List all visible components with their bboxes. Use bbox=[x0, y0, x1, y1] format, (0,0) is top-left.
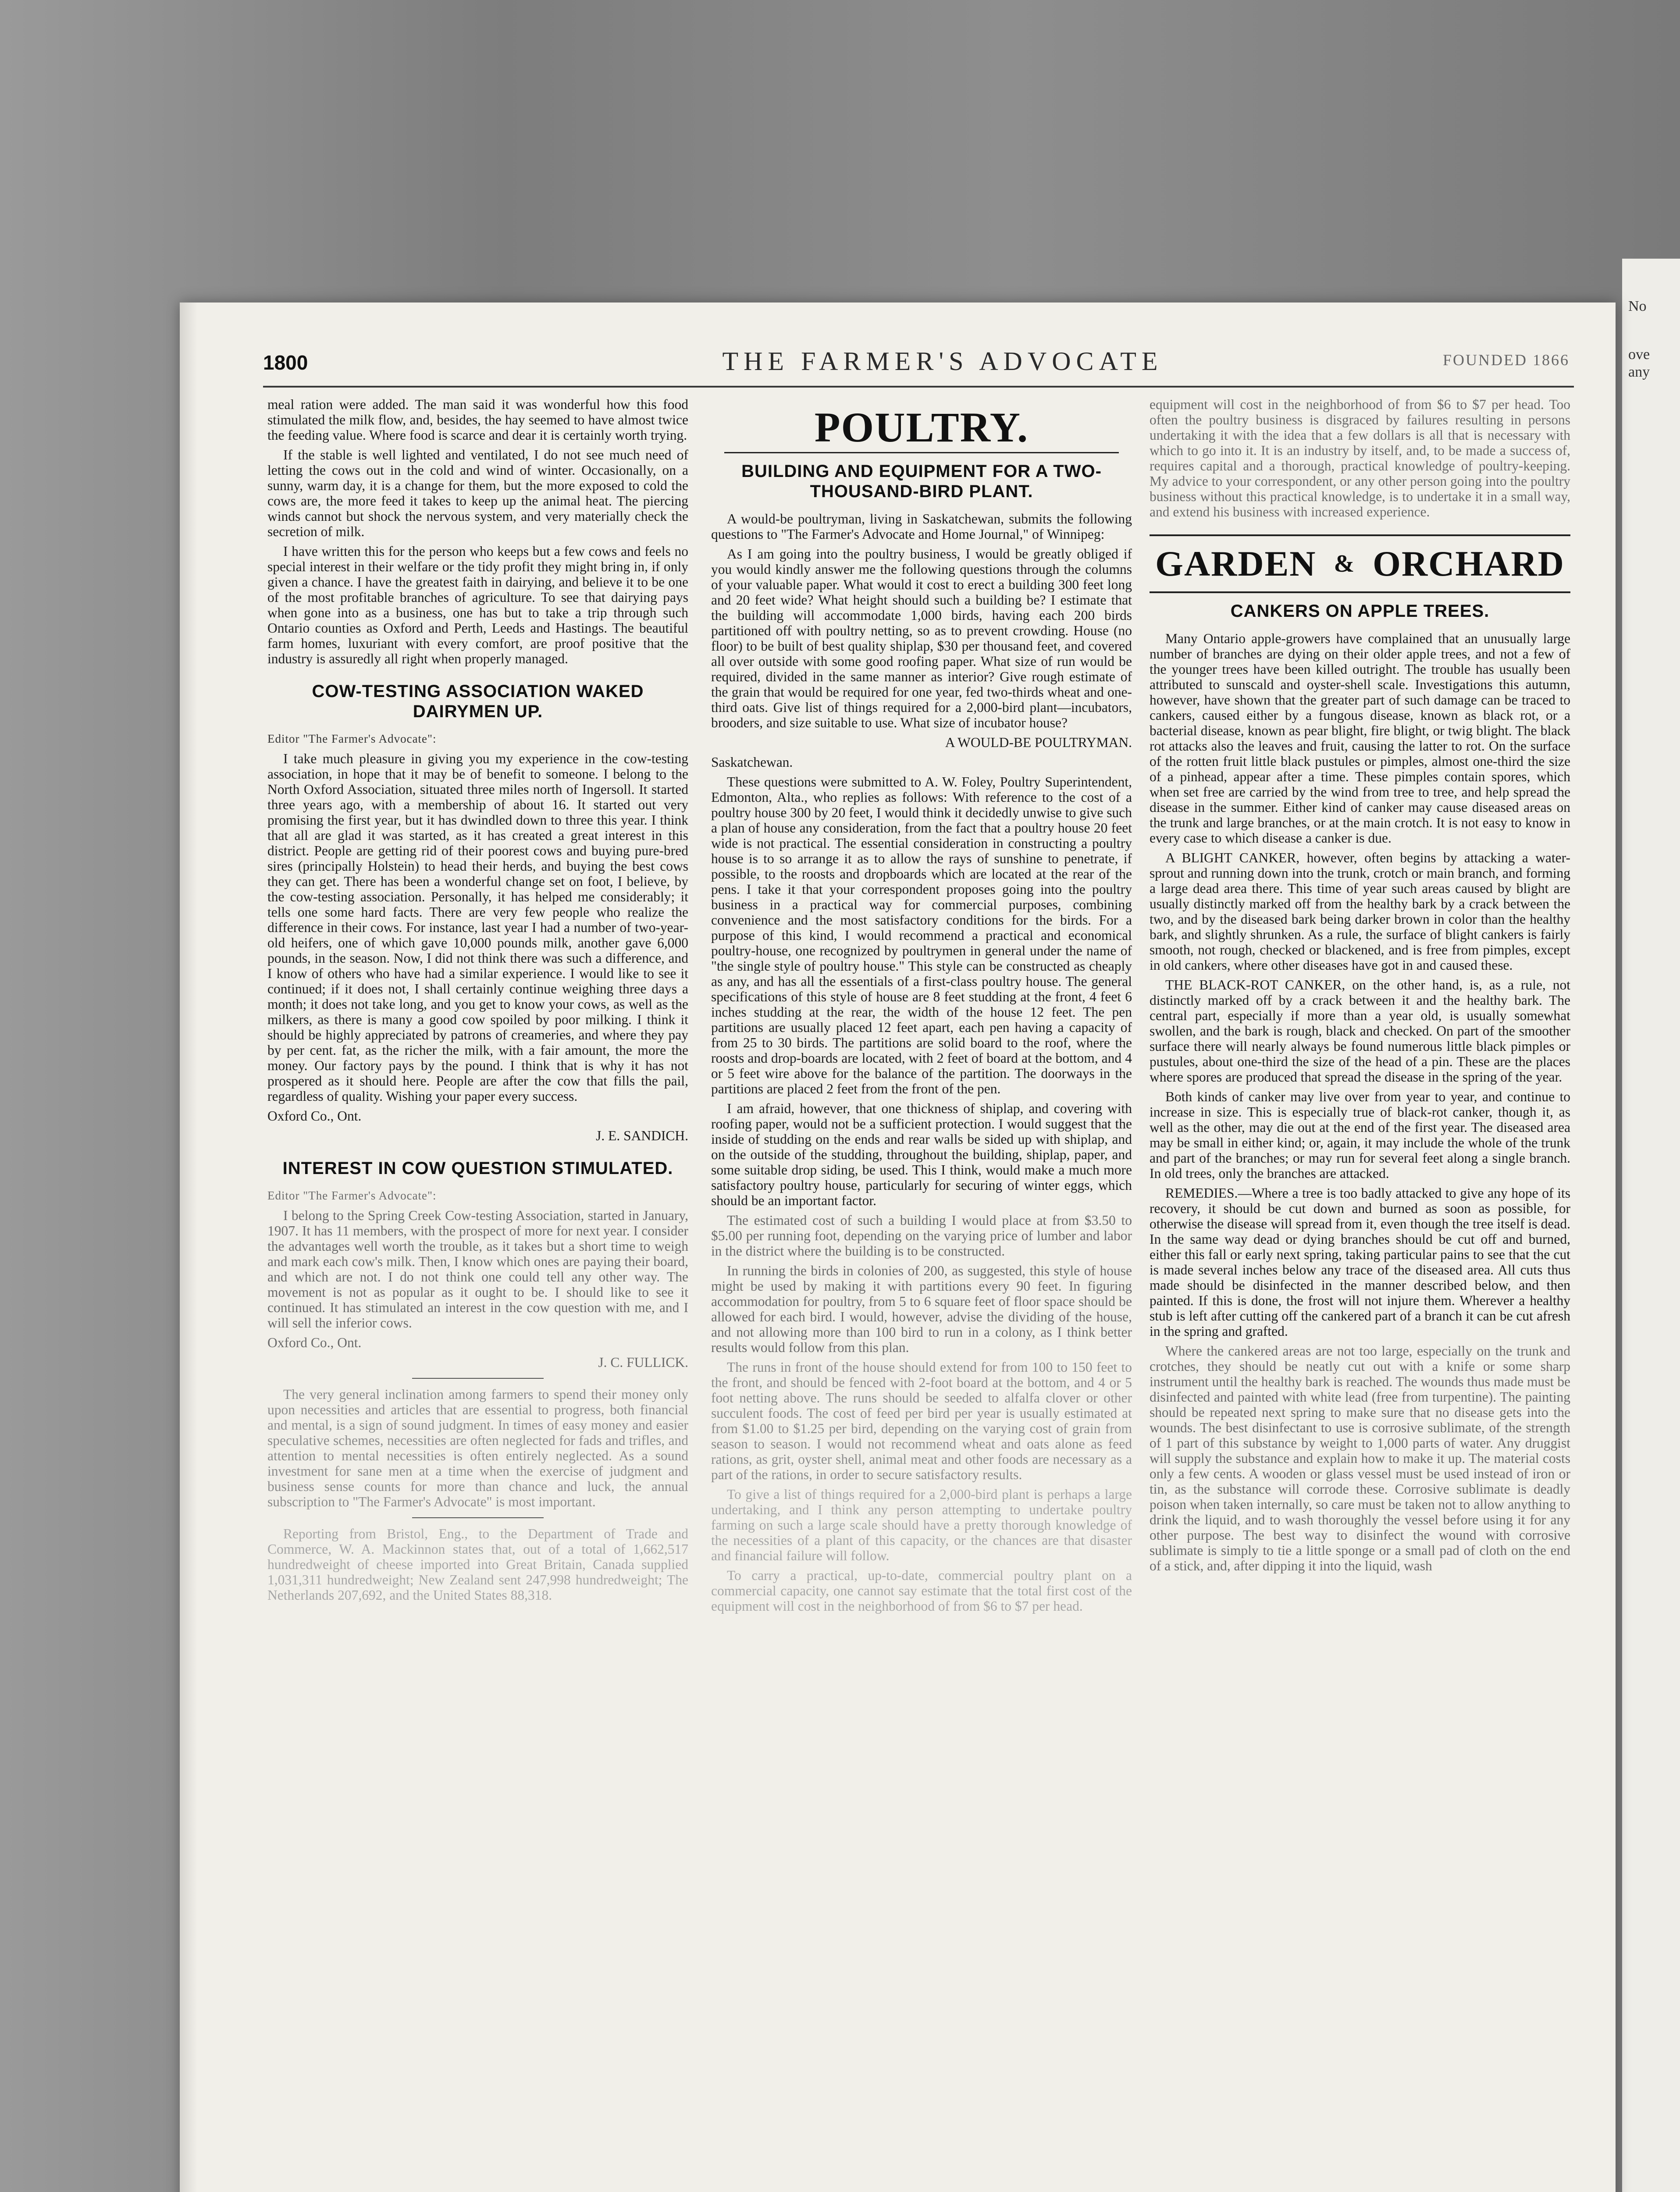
masthead-rule bbox=[263, 386, 1574, 388]
answer-paragraph: The estimated cost of such a building I would place at from $3.50 to $5.00 per running foot, depending on the varying price of lumber and labor in the district where the building is to be constructed. bbox=[711, 1213, 1132, 1259]
answer-paragraph: The runs in front of the house should extend for from 100 to 150 feet to the front, and should be fenced with 2-foot board at the bottom, and 4 or 5 foot netting above. The runs should be seeded to alfalfa clover or other succulent foods. The cost of feed per bird per year is usually estimated at from $1.00 to $1.25 per bird, depending on the varying cost of grain from season to season. I would not recommend wheat and oats alone as feed rations, as grit, oyster shell, animal meat and other foods are necessary as a part of the rations, in order to secure satisfactory results. bbox=[711, 1359, 1132, 1482]
lead-paragraph: I have written this for the person who keeps but a few cows and feels no special interest in their welfare or the tidy profit they might bring in, if only given a chance. I have the greatest faith in dairying, and believe it to be one of the most profitable branches of agriculture. To see that dairying pays when gone into as a business, one has but to take a trip through such Ontario counties as Oxford and Perth, Leeds and Hastings. The beautiful farm homes, luxuriant with every comfort, are proof positive that the industry is assuredly all right when properly managed. bbox=[267, 544, 688, 666]
section-word: GARDEN bbox=[1155, 544, 1317, 584]
section-rule bbox=[724, 452, 1119, 453]
column-1 bbox=[267, 397, 688, 1607]
column-3 bbox=[1150, 397, 1570, 1578]
article-paragraph: Where the cankered areas are not too large, especially on the trunk and crotches, they should be neatly cut out with a knife or some sharp instrument until the healthy bark is reached. The wounds thus made must be disinfected and painted with white lead (free from turpentine). The painting should be repeated next spring to make sure that no disease gets into the wounds. The best disinfectant to use is corrosive sublimate, of the strength of 1 part of this substance by weight to 1,000 parts of water. Any druggist will supply the substance and explain how to make it up. The material costs only a few cents. A wooden or glass vessel must be used instead of iron or tin, as the substance will corrode these. Corrosive sublimate is deadly poison when taken internally, so care must be taken not to allow anything to drink the liquid, and to wash thoroughly the vessel before using it for any other purpose. The best way to disinfect the wound with corrosive sublimate is simply to tie a little sponge or a small pad of cloth on the end of a stick, and, after dipping it into the liquid, wash bbox=[1150, 1343, 1570, 1573]
dateline: Oxford Co., Ont. bbox=[267, 1335, 362, 1350]
section-heading-poultry: POULTRY. bbox=[814, 404, 1029, 451]
column-2 bbox=[711, 397, 1132, 1618]
article-headline: COW-TESTING ASSOCIATION WAKED DAIRYMEN UP. bbox=[312, 682, 644, 721]
margin-fragment: any bbox=[1628, 364, 1650, 380]
article-headline: CANKERS ON APPLE TREES. bbox=[1230, 601, 1490, 621]
lead-paragraph: If the stable is well lighted and ventilated, I do not see much need of letting the cows out in the cold and wind of winter. Occasionally, on a sunny, warm day, it is a change for them, but the more exposed to cold the cows are, the more feed it takes to keep up the animal heat. The piercing winds cannot but shock the nervous system, and very materially check the secretion of milk. bbox=[267, 447, 688, 539]
editor-salutation: Editor "The Farmer's Advocate": bbox=[267, 732, 437, 745]
dateline: Saskatchewan. bbox=[711, 754, 793, 770]
continued-paragraph: equipment will cost in the neighborhood of from $6 to $7 per head. Too often the poultry business is disgraced by failures resulting in persons undertaking it with the idea that a few dollars is all that is necessary with which to go into it. It is an industry by itself, and, to be made a success of, requires capital and a thorough, practical knowledge of poultry-keeping. My advice to your correspondent, or any other person going into the poultry business without this practical knowledge, is to undertake it in a small way, and extend his business with increased experience. bbox=[1150, 397, 1570, 520]
answer-paragraph: These questions were submitted to A. W. Foley, Poultry Superintendent, Edmonton, Alta., who replies as follows: With reference to the cost of a poultry house 300 by 20 feet, I would think it decidedly unwise to give such a plan of house any consideration, from the fact that a poultry house 20 feet wide is not practical. The essential consideration in constructing a poultry house is to so arrange it as to allow the rays of sunshine to penetrate, if possible, to the roosts and dropboards which are located at the rear of the pens. I take it that your correspondent proposes going into the poultry business in a practical way for commercial purposes, combining convenience and the most satisfactory conditions for the birds. For a purpose of this kind, I would recommend a practical and economical poultry-house, one recognized by poultrymen in general under the name of "the single style of poultry house." This style can be constructed as cheaply as any, and has all the essentials of a first-class poultry house. The general specifications of this style of house are 8 feet studding at the front, 4 feet 6 inches studding at the rear, the width of the house 12 feet. The pen partitions are usually placed 12 feet apart, each pen having a capacity of from 25 to 30 birds. The partitions are solid board to the roof, where the roosts and drop-boards are located, with 2 feet of board at the bottom, and 4 or 5 feet wire above for the balance of the partition. The doorways in the partitions are placed 2 feet from the front of the pen. bbox=[711, 774, 1132, 1096]
section-heading-garden-orchard bbox=[1150, 534, 1570, 593]
answer-paragraph: To carry a practical, up-to-date, commercial poultry plant on a commercial capacity, one cannot say estimate that the total first cost of the equipment will cost in the neighborhood of from $6 to $7 per head. bbox=[711, 1568, 1132, 1614]
margin-fragment: ove bbox=[1628, 346, 1650, 363]
editor-salutation: Editor "The Farmer's Advocate": bbox=[267, 1189, 437, 1202]
article-paragraph: REMEDIES.—Where a tree is too badly attacked to give any hope of its recovery, it should be cut down and burned as soon as possible, for otherwise the disease will spread from it, even though the tree itself is dead. In the same way dead or dying branches should be cut off and burned, either this fall or early next spring, taking particular pains to see that the cut is made several inches below any trace of the diseased area. All cuts thus made should be disinfected in the manner described below, and then painted. If this is done, the frost will not injure them. Wherever a healthy stub is left after cutting off the cankered part of a branch it can be cut afresh in the spring and grafted. bbox=[1150, 1185, 1570, 1339]
article-paragraph: The very general inclination among farmers to spend their money only upon necessities and articles that are essential to progress, both financial and mental, is a sign of sound judgment. In times of easy money and easier speculative schemes, necessities are often neglected for fads and trifles, and attention to mental necessities is often entirely neglected. As a sound investment for sane men at a time when the exercise of judgment and business sense counts for more than chance and luck, the annual subscription to "The Farmer's Advocate" is most important. bbox=[267, 1387, 688, 1509]
reader-letter: As I am going into the poultry business, I would be greatly obliged if you would kindly answer me the following questions through the columns of your valuable paper. What would it cost to erect a building 300 feet long and 20 feet wide? What height should such a building be? I estimate that the building will accommodate 1,000 birds, having each 200 birds partitioned off with poultry netting, so as to prevent crowding. House (no floor) to be built of best quality shiplap, $30 per thousand feet, and covered all over outside with some good roofing paper. What size of run would be required, divided in the same manner as interior? Give rough estimate of the grain that would be required for one year, fed two-thirds wheat and one-third oats. Give list of things required for a 2,000-bird plant—incubators, brooders, and size suitable to use. What size of incubator house? bbox=[711, 546, 1132, 730]
article-divider bbox=[412, 1378, 544, 1379]
dateline: Oxford Co., Ont. bbox=[267, 1108, 362, 1124]
signature: J. E. SANDICH. bbox=[596, 1128, 688, 1143]
article-paragraph: Many Ontario apple-growers have complained that an unusually large number of branches are dying on their older apple trees, and not a few of the younger trees have been killed outright. The trouble has usually been attributed to sunscald and oyster-shell scale. Investigations this autumn, however, have shown that the greater part of such damage can be traced to cankers, caused either by a fungous disease, known as black rot, or a bacterial disease, known as pear blight, fire blight, or twig blight. The black rot attacks also the leaves and fruit, causing the latter to rot. On the surface of the rotten fruit little black pustules or pimples, almost one-third the size of a pinhead, appear after a time. These pimples contain spores, which when set free are carried by the wind from tree to tree, and help spread the disease in the summer. Either kind of canker may cause diseased areas on the trunk and large branches, or at the main crotch. It is not easy to know in every case to which disease a canker is due. bbox=[1150, 631, 1570, 846]
answer-paragraph: To give a list of things required for a 2,000-bird plant is perhaps a large undertaking, and I think any person attempting to undertake poultry farming on such a large scale should have a pretty thorough knowledge of the necessities of a plant of this capacity, or the chances are that disaster and financial failure will follow. bbox=[711, 1487, 1132, 1563]
article-paragraph: A BLIGHT CANKER, however, often begins by attacking a water-sprout and running down into the trunk, crotch or main branch, and forming a large dead area there. This time of year such areas caused by blight are usually distinctly marked off from the healthy bark by a crack between the two, and by the diseased bark being darker brown in color than the healthy bark, and slightly shrunken. As a rule, the surface of blight cankers is fairly smooth, not rough, checked or blackened, and is free from pimples, except in old cankers, where other diseases have got in and caused these. bbox=[1150, 850, 1570, 973]
newspaper-title: THE FARMER'S ADVOCATE bbox=[722, 347, 1163, 376]
adjacent-page-fragment bbox=[1622, 259, 1680, 2192]
article-paragraph: I belong to the Spring Creek Cow-testing Association, started in January, 1907. It has 11 members, with the prospect of more for next year. I consider the advantages well worth the trouble, as it takes but a short time to weigh and mark each cow's milk. Then, I know which ones are paying their board, and which are not. I do not think one could tell any other way. The movement is not as popular as it ought to be. I should like to see it continued. It has stimulated an interest in the cow question with me, and I will sell the inferior cows. bbox=[267, 1208, 688, 1331]
answer-paragraph: I am afraid, however, that one thickness of shiplap, and covering with roofing paper, would not be a sufficient protection. I would suggest that the inside of studding on the ends and rear walls be sided up with shiplap, and on the outside of the studding, throughout the building, shiplap, paper, and some suitable drop siding, be used. This I think, would make a much more satisfactory poultry house, particularly for securing of winter eggs, which should be an important factor. bbox=[711, 1101, 1132, 1208]
lead-paragraph: meal ration were added. The man said it was wonderful how this food stimulated the milk flow, and, besides, the hay seemed to have almost twice the feeding value. Where food is scarce and dear it is certainly worth trying. bbox=[267, 397, 688, 443]
article-paragraph: I take much pleasure in giving you my experience in the cow-testing association, in hope that it may be of benefit to someone. I belong to the North Oxford Association, situated three miles north of Ingersoll. It started three years ago, with a membership of about 16. It started out very promising the first year, but it has dwindled down to three this year. I think that all are glad it was started, as it has created a great interest in this district. People are getting rid of their poorest cows and buying pure-bred sires (principally Holstein) to head their herds, and buying the best cows they can get. There has been a wonderful change set on foot, I believe, by the cow-testing association. Personally, it has helped me considerably; it tells one some hard facts. There are very few people who realize the difference in their cows. For instance, last year I had a number of two-year-old heifers, one of which gave 10,000 pounds milk, another gave 6,000 pounds, in the season. Now, I did not think there was such a difference, and I know of others who have had a similar experience. I would like to see it continued; if it does not, I shall certainly continue weighing three days a month; it does not take long, and you get to know your cows, as well as the milkers, as there is many a good cow spoiled by poor milking. I think it should be highly appreciated by patrons of creameries, and where they pay by per cent. fat, as the richer the milk, with a fair amount, the more the money. Our factory pays by the pound. I think that is why it has not prospered as it should here. People are after the cow that fills the pail, regardless of quality. Wishing your paper every success. bbox=[267, 751, 688, 1104]
article-intro: A would-be poultryman, living in Saskatchewan, submits the following questions to "The Farmer's Advocate and Home Journal," of Winnipeg: bbox=[711, 511, 1132, 542]
article-paragraph: THE BLACK-ROT CANKER, on the other hand, is, as a rule, not distinctly marked off by a crack between it and the healthy bark. The central part, especially if more than a year old, is usually somewhat swollen, and the bark is rough, black and checked. On part of the smoother surface there will nearly always be found numerous little black pimples or pustules, about one-third the size of the head of a pin. These are the places where spores are produced that spread the disease in the spring of the year. bbox=[1150, 977, 1570, 1085]
newspaper-page bbox=[180, 302, 1616, 2192]
page-binding-edge bbox=[180, 302, 197, 2192]
page-number: 1800 bbox=[263, 351, 308, 374]
article-paragraph: Reporting from Bristol, Eng., to the Department of Trade and Commerce, W. A. Mackinnon states that, out of a total of 1,662,517 hundredweight of cheese imported into Great Britain, Canada supplied 1,031,311 hundredweight; New Zealand sent 247,998 hundredweight; The Netherlands 207,692, and the United States 88,318. bbox=[267, 1526, 688, 1603]
masthead bbox=[263, 346, 1570, 386]
ornament-icon: & bbox=[1334, 550, 1356, 577]
signature: A WOULD-BE POULTRYMAN. bbox=[945, 735, 1132, 750]
signature: J. C. FULLICK. bbox=[598, 1355, 688, 1370]
article-headline: INTEREST IN COW QUESTION STIMULATED. bbox=[282, 1159, 673, 1178]
section-word: ORCHARD bbox=[1373, 544, 1565, 584]
founded-line: FOUNDED 1866 bbox=[1442, 351, 1570, 369]
article-paragraph: Both kinds of canker may live over from year to year, and continue to increase in size. This is especially true of black-rot canker, though it, as well as the other, may die out at the end of the first year. The diseased area may be small in either kind; or, again, it may include the whole of the trunk and part of the branches; or may run for several feet along a single branch. In old trees, only the branches are attacked. bbox=[1150, 1089, 1570, 1181]
article-headline: BUILDING AND EQUIPMENT FOR A TWO-THOUSAND-BIRD PLANT. bbox=[741, 462, 1102, 501]
article-divider bbox=[412, 1517, 544, 1518]
margin-fragment: No bbox=[1628, 298, 1647, 314]
answer-paragraph: In running the birds in colonies of 200, as suggested, this style of house might be used by making it with partitions every 90 feet. In figuring accommodation for poultry, from 5 to 6 square feet of floor space should be allowed for each bird. I would, however, advise the dividing of the house, and not allowing more than 100 bird to run in a colony, as I think better results would follow from this plan. bbox=[711, 1263, 1132, 1355]
